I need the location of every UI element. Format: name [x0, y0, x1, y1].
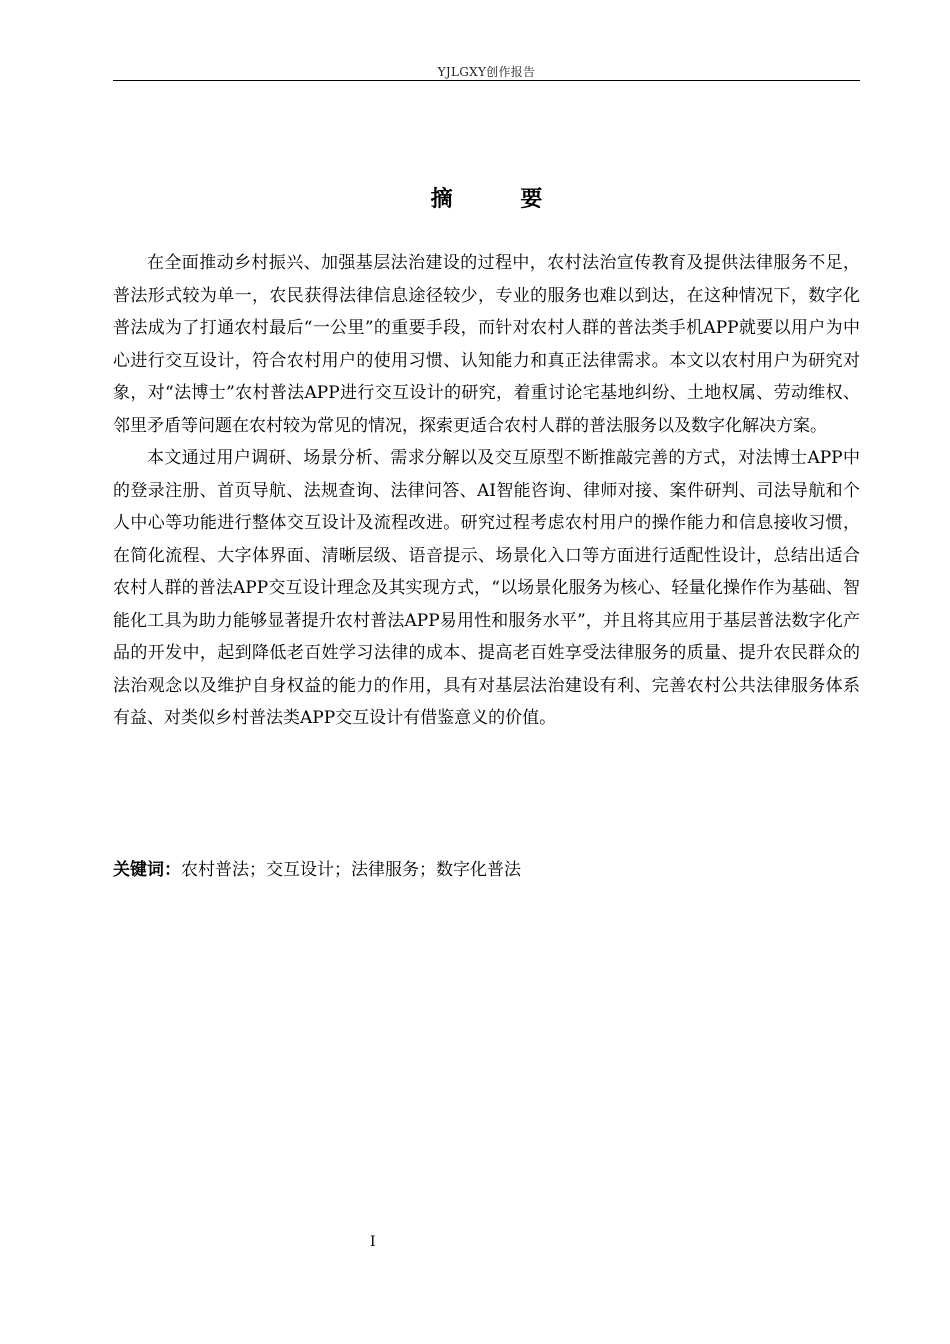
keywords-label: 关键词： [113, 860, 181, 880]
abstract-paragraph: 在全面推动乡村振兴、加强基层法治建设的过程中，农村法治宣传教育及提供法律服务不足，普法形式较为单一，农民获得法律信息途径较少，专业的服务也难以到达，在这种情况下，数字化普法成为了打通农村最后“一公里”的重要手段，而针对农村人群的普法类手机APP就要以用户为中心进行交互设计，符合农村用户的使用习惯、认知能力和真正法律需求。本文以农村用户为研究对象，对“法博士”农村普法APP进行交互设计的研究，着重讨论宅基地纠纷、土地权属、劳动维权、邻里矛盾等问题在农村较为常见的情况，探索更适合农村人群的普法服务以及数字化解决方案。 [113, 253, 860, 436]
abstract-paragraph: 本文通过用户调研、场景分析、需求分解以及交互原型不断推敲完善的方式，对法博士APP中的登录注册、首页导航、法规查询、法律问答、AI智能咨询、律师对接、案件研判、司法导航和个人中心等功能进行整体交互设计及流程改进。研究过程考虑农村用户的操作能力和信息接收习惯，在简化流程、大字体界面、清晰层级、语音提示、场景化入口等方面进行适配性设计，总结出适合农村人群的普法APP交互设计理念及其实现方式，“以场景化服务为核心、轻量化操作作为基础、智能化工具为助力能够显著提升农村普法APP易用性和服务水平”，并且将其应用于基层普法数字化产品的开发中，起到降低老百姓学习法律的成本、提高老百姓享受法律服务的质量、提升农民群众的法治观念以及维护自身权益的能力的作用，具有对基层法治建设有利、完善农村公共法律服务体系有益、对类似乡村普法类APP交互设计有借鉴意义的价值。 [113, 448, 860, 728]
keywords-line [113, 855, 860, 885]
page-title: 摘 要 [430, 187, 573, 212]
abstract-body [113, 247, 860, 735]
keywords-value: 农村普法；交互设计；法律服务；数字化普法 [181, 860, 521, 880]
running-header: YJLGXY创作报告 [437, 65, 536, 79]
page-number: I [370, 1234, 376, 1250]
header-divider [113, 80, 860, 81]
